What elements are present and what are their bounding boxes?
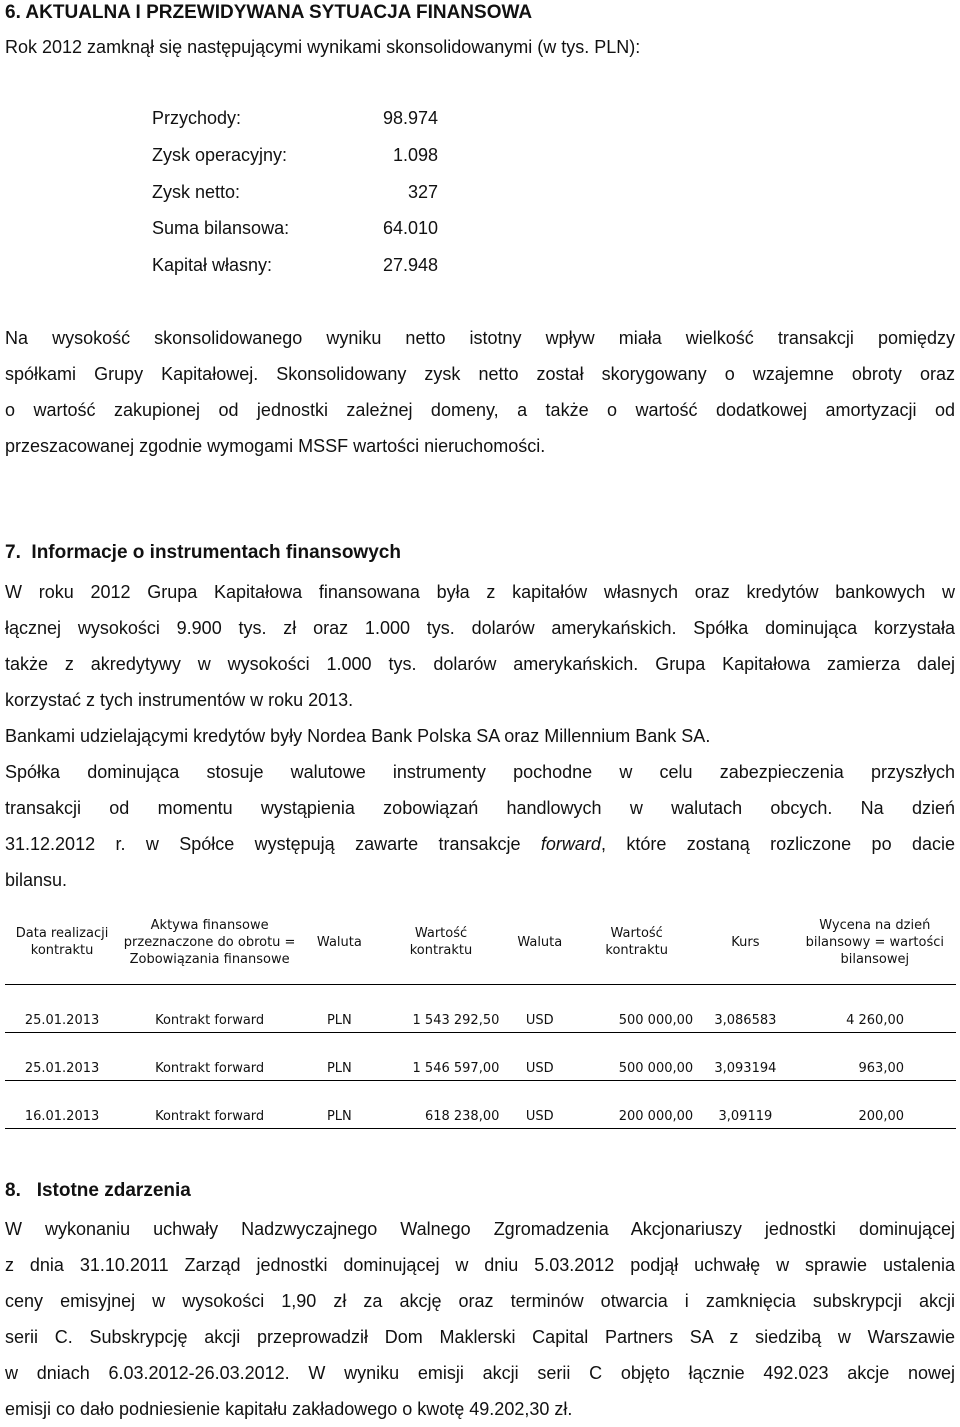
table-cell: 16.01.2013 xyxy=(5,1081,119,1129)
table-cell: 3,093194 xyxy=(697,1033,793,1081)
table-cell: 3,086583 xyxy=(697,985,793,1033)
summary-value: 327 xyxy=(407,182,438,202)
summary-value: 98.974 xyxy=(382,108,438,128)
italic-term: forward xyxy=(540,834,601,854)
table-header-row xyxy=(5,900,956,985)
table-cell: 25.01.2013 xyxy=(5,1033,119,1081)
section-7-paragraph xyxy=(5,574,955,898)
column-header: Waluta xyxy=(300,900,378,985)
paragraph-line: z dnia 31.10.2011 Zarząd jednostki dominującej w dniu 5.03.2012 podjął uchwałę w sprawie ustalenia xyxy=(5,1255,955,1275)
table-row xyxy=(5,1081,956,1129)
section-title: Informacje o instrumentach finansowych xyxy=(31,542,401,563)
paragraph-line: Bankami udzielającymi kredytów były Nordea Bank Polska SA oraz Millennium Bank SA. xyxy=(5,726,711,746)
table-cell: PLN xyxy=(300,1033,378,1081)
table-cell: 200 000,00 xyxy=(576,1081,697,1129)
section-number: 7. xyxy=(5,542,21,563)
summary-label: Zysk netto: xyxy=(152,182,241,202)
paragraph-line: łącznej wysokości 9.900 tys. zł oraz 1.000 tys. dolarów amerykańskich. Spółka dominująca korzystała xyxy=(5,618,955,638)
table-cell: 200,00 xyxy=(794,1081,956,1129)
paragraph-line: Spółka dominująca stosuje walutowe instrumenty pochodne w celu zabezpieczenia przyszłych xyxy=(5,762,955,782)
table-cell: 3,09119 xyxy=(697,1081,793,1129)
table-row xyxy=(5,1033,956,1081)
paragraph-line-forward xyxy=(5,826,955,862)
column-header: Wartość kontraktu xyxy=(379,900,504,985)
paragraph-line: W wykonaniu uchwały Nadzwyczajnego Walnego Zgromadzenia Akcjonariuszy jednostki dominującej xyxy=(5,1219,955,1239)
table-cell: PLN xyxy=(300,1081,378,1129)
paragraph-line: serii C. Subskrypcję akcji przeprowadził Dom Maklerski Capital Partners SA z siedzibą w Warszawie xyxy=(5,1327,955,1347)
forward-contracts-table xyxy=(5,900,956,1129)
table-cell: 500 000,00 xyxy=(576,985,697,1033)
section-8-heading xyxy=(5,1180,191,1202)
table-cell: 1 543 292,50 xyxy=(379,985,504,1033)
table-cell: 963,00 xyxy=(794,1033,956,1081)
paragraph-line: korzystać z tych instrumentów w roku 2013. xyxy=(5,690,354,710)
paragraph-line: emisji co dało podniesienie kapitału zakładowego o kwotę 49.202,30 zł. xyxy=(5,1399,573,1419)
text-fragment: , które zostaną rozliczone po dacie xyxy=(600,834,955,854)
column-header: Wartość kontraktu xyxy=(576,900,697,985)
paragraph-line: W roku 2012 Grupa Kapitałowa finansowana była z kapitałów własnych oraz kredytów bankowych w xyxy=(5,582,955,602)
table-cell: Kontrakt forward xyxy=(119,1081,300,1129)
summary-label: Suma bilansowa: xyxy=(152,218,290,238)
section-7-heading xyxy=(5,542,401,564)
table-cell: Kontrakt forward xyxy=(119,985,300,1033)
table-cell: 4 260,00 xyxy=(794,985,956,1033)
paragraph-line: transakcji od momentu wystąpienia zobowiązań handlowych w walutach obcych. Na dzień xyxy=(5,798,955,818)
section-6-heading: 6. AKTUALNA I PRZEWIDYWANA SYTUACJA FINANSOWA xyxy=(5,2,533,23)
paragraph-line: o wartość zakupionej od jednostki zależnej domeny, a także o wartość dodatkowej amortyzacji od xyxy=(5,400,955,420)
column-header: Aktywa finansowe przeznaczone do obrotu = Zobowiązania finansowe xyxy=(119,900,300,985)
table-cell: 25.01.2013 xyxy=(5,985,119,1033)
table-row xyxy=(5,985,956,1033)
column-header: Kurs xyxy=(697,900,793,985)
column-header: Data realizacji kontraktu xyxy=(5,900,119,985)
table-cell: 500 000,00 xyxy=(576,1033,697,1081)
section-6-paragraph xyxy=(5,320,955,464)
summary-value: 1.098 xyxy=(392,145,438,165)
paragraph-line: bilansu. xyxy=(5,870,68,890)
summary-label: Przychody: xyxy=(152,108,242,128)
section-6-intro: Rok 2012 zamknął się następującymi wynikami skonsolidowanymi (w tys. PLN): xyxy=(5,37,641,57)
paragraph-line: w dniach 6.03.2012-26.03.2012. W wyniku emisji akcji serii C objęto łącznie 492.023 akcje nowej xyxy=(5,1363,955,1383)
table-cell: Kontrakt forward xyxy=(119,1033,300,1081)
summary-value: 27.948 xyxy=(382,255,438,275)
text-fragment: 31.12.2012 r. w Spółce występują zawarte transakcje xyxy=(5,834,541,854)
paragraph-line: spółkami Grupy Kapitałowej. Skonsolidowany zysk netto został skorygowany o wzajemne obroty oraz xyxy=(5,364,955,384)
table-cell: USD xyxy=(503,1081,576,1129)
table-cell: PLN xyxy=(300,985,378,1033)
column-header: Waluta xyxy=(503,900,576,985)
table-cell: USD xyxy=(503,985,576,1033)
paragraph-line: ceny emisyjnej w wysokości 1,90 zł za akcję oraz terminów otwarcia i zamknięcia subskrypcji akcji xyxy=(5,1291,955,1311)
summary-label: Zysk operacyjny: xyxy=(152,145,288,165)
section-number: 8. xyxy=(5,1180,21,1201)
column-header: Wycena na dzień bilansowy = wartości bilansowej xyxy=(794,900,956,985)
summary-value: 64.010 xyxy=(382,218,438,238)
paragraph-line: także z akredytywy w wysokości 1.000 tys. dolarów amerykańskich. Grupa Kapitałowa zamierza dalej xyxy=(5,654,955,674)
paragraph-line: przeszacowanej zgodnie wymogami MSSF wartości nieruchomości. xyxy=(5,436,546,456)
section-8-paragraph xyxy=(5,1211,955,1427)
section-title: Istotne zdarzenia xyxy=(36,1180,191,1201)
summary-label: Kapitał własny: xyxy=(152,255,273,275)
table-cell: 618 238,00 xyxy=(379,1081,504,1129)
table-cell: 1 546 597,00 xyxy=(379,1033,504,1081)
table-cell: USD xyxy=(503,1033,576,1081)
paragraph-line: Na wysokość skonsolidowanego wyniku netto istotny wpływ miała wielkość transakcji pomiędzy xyxy=(5,328,955,348)
